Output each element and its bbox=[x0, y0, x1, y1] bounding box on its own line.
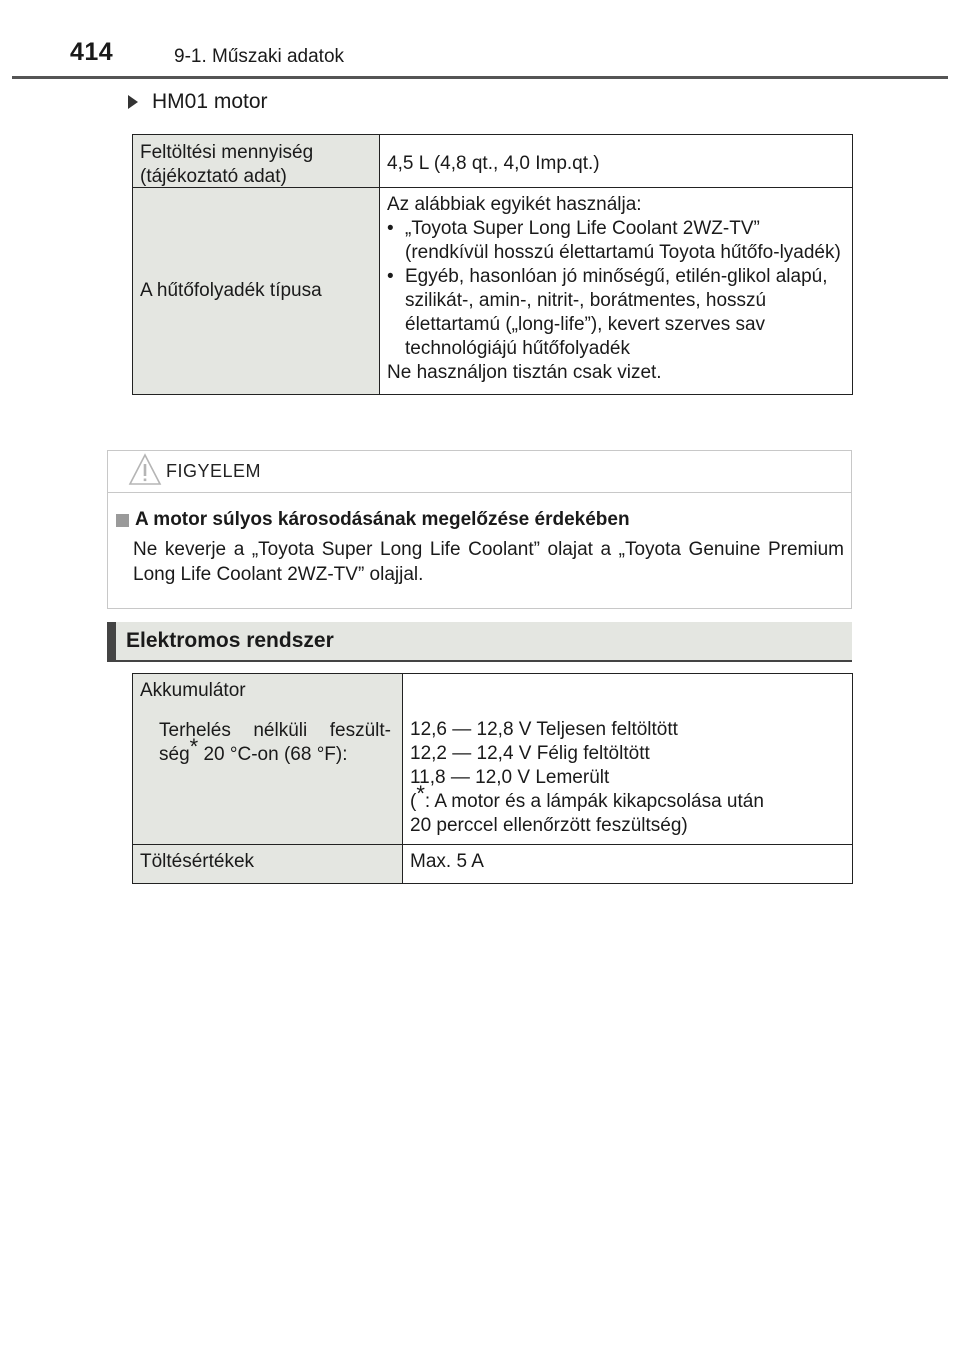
coolant-type-value-cell bbox=[380, 188, 853, 395]
charge-label: Töltésértékek bbox=[140, 851, 255, 872]
voltage-label-line-1: Terhelés nélküli feszült- bbox=[159, 720, 391, 741]
battery-table bbox=[132, 673, 853, 884]
voltage-note-text: : A motor és a lámpák kikapcsolása után bbox=[424, 791, 764, 812]
engine-subheading-text: HM01 motor bbox=[152, 90, 268, 113]
bullet-dot-icon: • bbox=[387, 266, 394, 287]
warning-heading-text: A motor súlyos károsodásának megelőzése érdekében bbox=[135, 509, 630, 530]
asterisk-mark: * bbox=[416, 781, 425, 806]
warning-triangle-icon bbox=[128, 452, 162, 486]
charge-label-cell bbox=[133, 845, 403, 884]
header-rule bbox=[12, 76, 948, 79]
asterisk-mark: * bbox=[189, 734, 199, 759]
note-open-paren: ( bbox=[410, 791, 417, 812]
section-title: Elektromos rendszer bbox=[126, 629, 334, 652]
coolant-type-label: A hűtőfolyadék típusa bbox=[140, 280, 322, 301]
triangle-bullet-icon bbox=[128, 95, 138, 109]
voltage-line-discharged: 11,8 — 12,0 V Lemerült bbox=[410, 767, 610, 788]
capacity-label-cell bbox=[133, 135, 380, 188]
warning-header bbox=[108, 451, 851, 493]
warning-text: Ne keverje a „Toyota Super Long Life Coolant” olajat a „Toyota Genuine Premium Long Life Coolant 2WZ-TV” olajjal. bbox=[133, 539, 844, 585]
coolant-option-2: Egyéb, hasonlóan jó minőségű, etilén-glikol alapú, szilikát-, amin-, nitrit-, borátmentes, hosszú élettartamú („long-life”), kevert szerves sav technológiájú hűtőfolyadék bbox=[405, 266, 828, 359]
voltage-label-line-2 bbox=[140, 734, 395, 767]
section-reference: 9-1. Műszaki adatok bbox=[174, 46, 345, 67]
coolant-type-intro: Az alábbiak egyikét használja: bbox=[387, 194, 642, 215]
warning-box bbox=[107, 450, 852, 609]
page-header bbox=[0, 0, 960, 80]
warning-title: FIGYELEM bbox=[166, 461, 262, 481]
list-item bbox=[387, 265, 845, 361]
voltage-line-half: 12,2 — 12,4 V Félig feltöltött bbox=[410, 743, 650, 764]
coolant-option-1: „Toyota Super Long Life Coolant 2WZ-TV” (rendkívül hosszú élettartamú Toyota hűtőfo-lyadék) bbox=[405, 218, 841, 263]
voltage-note-line-1 bbox=[410, 781, 845, 814]
bullet-dot-icon: • bbox=[387, 218, 394, 239]
coolant-type-note: Ne használjon tisztán csak vizet. bbox=[387, 362, 662, 383]
charge-value-cell bbox=[403, 845, 853, 884]
section-accent bbox=[107, 622, 116, 662]
list-item bbox=[387, 217, 845, 265]
table-row bbox=[133, 845, 853, 884]
coolant-type-label-cell bbox=[133, 188, 380, 395]
capacity-value: 4,5 L (4,8 qt., 4,0 Imp.qt.) bbox=[387, 153, 600, 174]
section-title-bar bbox=[107, 622, 852, 662]
capacity-value-cell bbox=[380, 135, 853, 188]
voltage-label-temp: 20 °C-on (68 °F): bbox=[198, 744, 348, 765]
page-number: 414 bbox=[70, 38, 114, 66]
coolant-table bbox=[132, 134, 853, 395]
battery-label-cell bbox=[133, 674, 403, 845]
square-bullet-icon bbox=[116, 514, 129, 527]
battery-label: Akkumulátor bbox=[140, 680, 246, 701]
voltage-note-line-2: 20 perccel ellenőrzött feszültség) bbox=[410, 815, 688, 836]
capacity-label: Feltöltési mennyiség (tájékoztató adat) bbox=[140, 142, 314, 187]
warning-heading bbox=[116, 509, 630, 531]
engine-subheading bbox=[128, 90, 268, 114]
voltage-line-full: 12,6 — 12,8 V Teljesen feltöltött bbox=[410, 719, 678, 740]
battery-value-cell bbox=[403, 674, 853, 845]
table-row bbox=[133, 135, 853, 188]
voltage-label-word: ség bbox=[159, 744, 190, 765]
charge-value: Max. 5 A bbox=[410, 851, 484, 872]
table-row bbox=[133, 674, 853, 845]
table-row bbox=[133, 188, 853, 395]
